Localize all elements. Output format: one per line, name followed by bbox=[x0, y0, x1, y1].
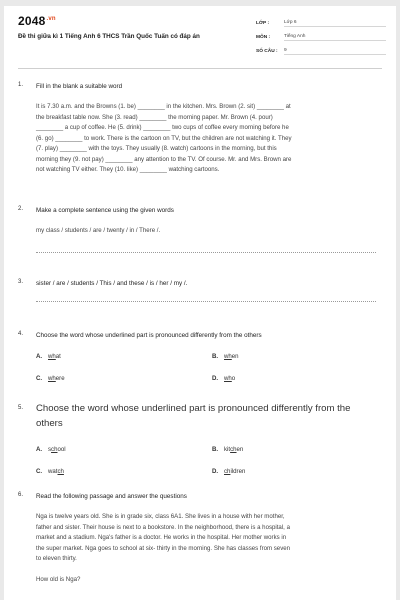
document-page bbox=[4, 6, 396, 600]
underlined-part: wh bbox=[48, 353, 56, 360]
passage-line: to eleven thirty. bbox=[36, 555, 77, 562]
option-letter: A. bbox=[36, 353, 43, 360]
option-b[interactable] bbox=[212, 446, 243, 453]
underlined-part: ch bbox=[51, 446, 58, 453]
question-prompt: my class / students / are / twenty / in / There /. bbox=[36, 227, 161, 234]
option-text: kitchen bbox=[224, 446, 244, 453]
option-text: what bbox=[48, 353, 61, 360]
question-title: Choose the word whose underlined part is pronounced differently from the others bbox=[36, 403, 351, 429]
underlined-part: ch bbox=[224, 468, 231, 475]
option-a[interactable] bbox=[36, 353, 61, 360]
meta-row-count bbox=[256, 44, 386, 58]
underlined-part: wh bbox=[48, 375, 56, 382]
answer-line[interactable] bbox=[36, 301, 376, 302]
passage-line: father and sister. Their house is next to a bookstore. In the neighborhood, there is a hospital, a bbox=[36, 523, 290, 531]
meta-value: Tiếng Anh bbox=[284, 34, 386, 41]
passage-line: (6. go) ________ to work. There is the cartoon on TV, but the children are not watching it. They bbox=[36, 134, 292, 142]
option-a[interactable] bbox=[36, 446, 66, 453]
underlined-part: wh bbox=[224, 375, 232, 382]
meta-row-class bbox=[256, 16, 386, 30]
option-text: children bbox=[224, 468, 246, 475]
option-letter: B. bbox=[212, 446, 219, 453]
option-text: school bbox=[48, 446, 66, 453]
meta-value: 9 bbox=[284, 48, 386, 55]
option-letter: B. bbox=[212, 353, 219, 360]
logo-suffix: .vn bbox=[46, 16, 56, 22]
option-letter: D. bbox=[212, 375, 219, 382]
question-number: 3. bbox=[18, 279, 24, 285]
document-title: Đề thi giữa kì 1 Tiếng Anh 6 THCS Trần Quốc Tuấn có đáp án bbox=[18, 33, 200, 40]
underlined-part: ch bbox=[230, 446, 237, 453]
question-title: Read the following passage and answer the questions bbox=[36, 493, 187, 500]
question-number: 6. bbox=[18, 492, 24, 498]
passage-line: the super market. Nga goes to school at six- thirty in the morning. She has classes from seven bbox=[36, 544, 291, 552]
option-b[interactable] bbox=[212, 353, 239, 360]
question-title: sister / are / students / This / and these / is / her / my /. bbox=[36, 280, 188, 287]
passage-line: the breakfast table now. She (3. read) ________ the morning paper. Mr. Brown (4. pour) bbox=[36, 113, 273, 121]
answer-line[interactable] bbox=[36, 252, 376, 253]
passage-line: Nga is twelve years old. She is in grade six, class 6A1. She lives in a house with her mother, bbox=[36, 513, 285, 520]
option-letter: C. bbox=[36, 468, 43, 475]
question-number: 1. bbox=[18, 82, 24, 88]
option-d[interactable] bbox=[212, 468, 245, 475]
document-meta bbox=[256, 16, 386, 58]
passage-line: morning they (9. not pay) ________ any attention to the TV. Of course. Mr. and Mrs. Brown are bbox=[36, 155, 292, 163]
passage-line: It is 7.30 a.m. and the Browns (1. be) ________ in the kitchen. Mrs. Brown (2. sit) ________ at bbox=[36, 103, 291, 110]
underlined-part: wh bbox=[224, 353, 232, 360]
reading-question: How old is Nga? bbox=[36, 576, 81, 583]
question-title: Make a complete sentence using the given words bbox=[36, 207, 174, 214]
underlined-part: ch bbox=[57, 468, 64, 475]
option-text: where bbox=[48, 375, 65, 382]
option-d[interactable] bbox=[212, 375, 235, 382]
option-text: who bbox=[224, 375, 236, 382]
meta-value: Lớp 6 bbox=[284, 20, 386, 27]
meta-row-subject bbox=[256, 30, 386, 44]
passage-line: market and a stadium. Nga's father is a doctor. He works in the hospital. Her mother works in bbox=[36, 534, 287, 541]
option-text: watch bbox=[48, 468, 64, 475]
question-number: 5. bbox=[18, 405, 24, 411]
option-c[interactable] bbox=[36, 375, 65, 382]
document-header bbox=[18, 6, 382, 69]
meta-label: LỚP : bbox=[256, 20, 270, 26]
option-letter: A. bbox=[36, 446, 43, 453]
passage-line: not watching TV either. They (10. like) ________ watching cartoons. bbox=[36, 166, 220, 173]
passage-line: (7. play) ________ with the toys. They usually (8. watch) cartoons in the morning, but this bbox=[36, 145, 277, 152]
option-letter: D. bbox=[212, 468, 219, 475]
option-text: when bbox=[224, 353, 239, 360]
logo-text: 2048 bbox=[18, 14, 46, 28]
question-number: 4. bbox=[18, 331, 24, 337]
question-number: 2. bbox=[18, 206, 24, 212]
site-logo[interactable] bbox=[18, 14, 56, 28]
option-letter: C. bbox=[36, 375, 43, 382]
meta-label: SỐ CÂU : bbox=[256, 48, 278, 54]
option-c[interactable] bbox=[36, 468, 64, 475]
question-title: Choose the word whose underlined part is pronounced differently from the others bbox=[36, 332, 262, 339]
passage-line: ________ a cup of coffee. He (5. drink) ________ two cups of coffee every morning before he bbox=[36, 124, 289, 131]
meta-label: MÔN : bbox=[256, 34, 271, 40]
question-title: Fill in the blank a suitable word bbox=[36, 83, 123, 90]
